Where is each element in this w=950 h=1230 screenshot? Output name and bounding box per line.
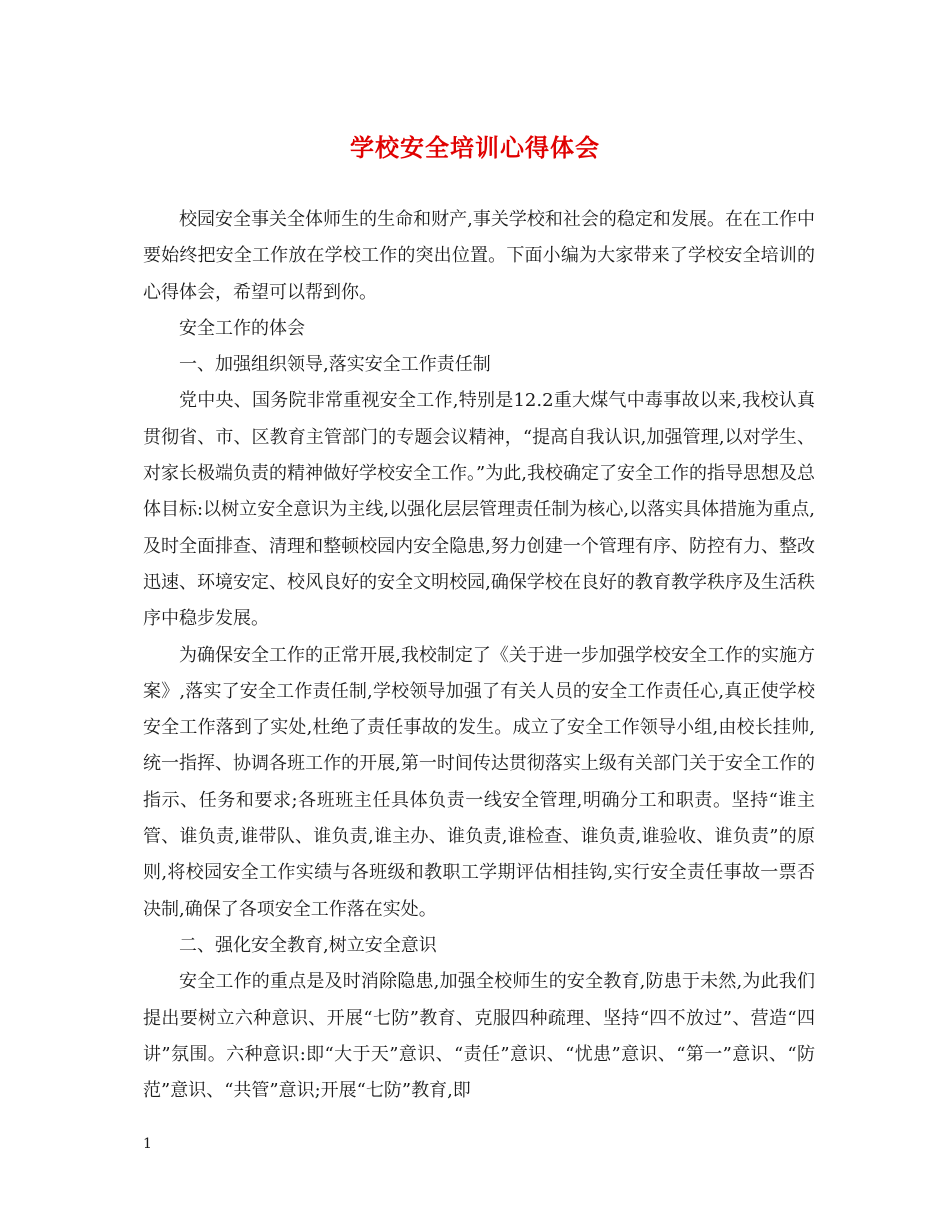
paragraph-leadership: 党中央、国务院非常重视安全工作,特别是12.2重大煤气中毒事故以来,我校认真贯彻省、市、区教育主管部门的专题会议精神，“提高自我认识,加强管理,以对学生、对家长极端负责的精神做好学校安全工作。”为此,我校确定了安全工作的指导思想及总体目标:以树立安全意识为主线,以强化层层管理责任制为核心,以落实具体措施为重点,及时全面排查、清理和整顿校园内安全隐患,努力创建一个管理有序、防控有力、整改迅速、环境安定、校风良好的安全文明校园,确保学校在良好的教育教学秩序及生活秩序中稳步发展。: [143, 390, 815, 630]
section-heading-1: 一、加强组织领导,落实安全工作责任制: [179, 354, 491, 376]
document-body: [143, 202, 815, 1109]
paragraph-intro: 校园安全事关全体师生的生命和财产,事关学校和社会的稳定和发展。在在工作中要始终把安全工作放在学校工作的突出位置。下面小编为大家带来了学校安全培训的心得体会，希望可以帮到你。: [143, 209, 815, 303]
section-heading-2: 二、强化安全教育,树立安全意识: [179, 934, 437, 956]
page-number: 1: [143, 1136, 152, 1152]
section-heading-experience: 安全工作的体会: [179, 317, 305, 339]
document-title: 学校安全培训心得体会: [350, 133, 600, 162]
paragraph-responsibility: 为确保安全工作的正常开展,我校制定了《关于进一步加强学校安全工作的实施方案》,落实了安全工作责任制,学校领导加强了有关人员的安全工作责任心,真正使学校安全工作落到了实处,杜绝了责任事故的发生。成立了安全工作领导小组,由校长挂帅,统一指挥、协调各班工作的开展,第一时间传达贯彻落实上级有关部门关于安全工作的指示、任务和要求;各班班主任具体负责一线安全管理,明确分工和职责。坚持“谁主管、谁负责,谁带队、谁负责,谁主办、谁负责,谁检查、谁负责,谁验收、谁负责”的原则,将校园安全工作实绩与各班级和教职工学期评估相挂钩,实行安全责任事故一票否决制,确保了各项安全工作落在实处。: [143, 644, 815, 920]
paragraph-education: 安全工作的重点是及时消除隐患,加强全校师生的安全教育,防患于未然,为此我们提出要树立六种意识、开展“七防”教育、克服四种疏理、坚持“四不放过”、营造“四讲”氛围。六种意识:即“大于天”意识、“责任”意识、“忧患”意识、“第一”意识、“防范”意识、“共管”意识;开展“七防”教育,即: [143, 971, 815, 1102]
